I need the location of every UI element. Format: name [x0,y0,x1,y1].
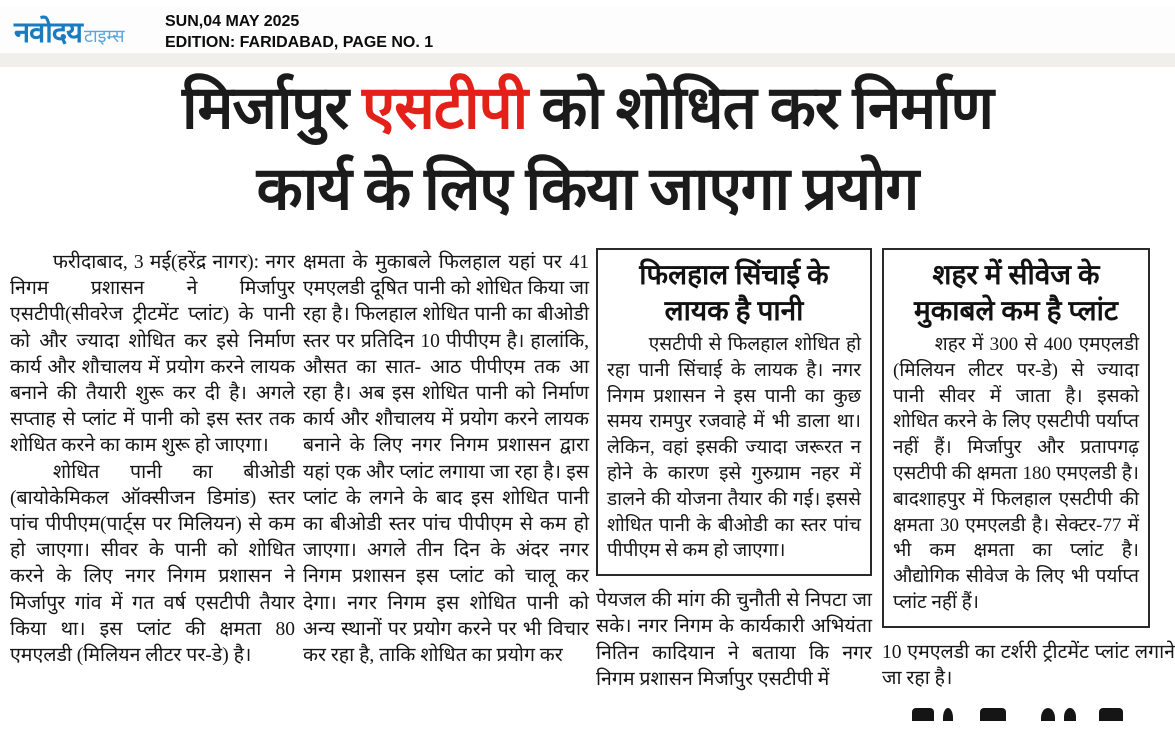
headline-pre: मिर्जापुर [181,75,363,141]
paragraph: शोधित पानी का बीओडी (बायोकेमिकल ऑक्सीजन डिमांड) स्तर पांच पीपीएम(पार्ट्स पर मिलियन) से कम हो जाएगा। सीवर के पानी को शोधित करने के लिए नगर निगम प्रशासन ने मिर्जापुर गांव में गत वर्ष एसटीपी तैयार किया था। इस प्लांट की क्षमता 80 एमएलडी (मिलियन लीटर पर-डे) है। [10,461,295,667]
infobox-title [607,254,861,332]
headline-highlight: एसटीपी [362,75,528,141]
edition-line: EDITION: FARIDABAD, PAGE NO. 1 [165,34,434,51]
logo-sub-text: टाइम्स [83,26,125,46]
infobox-title-line: लायक है पानी [664,296,804,327]
newspaper-logo [14,12,125,51]
date-line: SUN,04 MAY 2025 [165,13,300,30]
paragraph: 10 एमएलडी का टर्शरी ट्रीटमेंट प्लांट लगाने जा रहा है। [882,641,1175,689]
edition-date-block [165,11,433,53]
masthead [0,6,1175,53]
headline-line-1 [0,68,1175,149]
divider-band [0,53,1175,67]
infobox-title [893,254,1139,332]
infobox-sewage-plants [882,248,1150,628]
infobox-title-line: फिलहाल सिंचाई के [639,260,829,291]
headline-post: को शोधित कर निर्माण [527,75,994,141]
paragraph: पेयजल की मांग की चुनौती से निपटा जा सके। नगर निगम के कार्यकारी अभियंता नितिन कादियान ने बताया कि नगर निगम प्रशासन मिर्जापुर एसटीपी में [596,590,872,690]
article-column-2 [303,250,589,669]
logo-main-text: नवोदय [14,17,82,49]
article-column-3 [596,248,872,693]
paragraph: क्षमता के मुकाबले फिलहाल यहां पर 41 एमएलडी दूषित पानी को शोधित किया जा रहा है। फिलहाल शोधित पानी का बीओडी स्तर पर प्रतिदिन 10 पीपीएम है। हालांकि, औसत का सात- आठ पीपीएम तक आ रहा है। अब इस शोधित पानी को निर्माण कार्य और शौचालय में प्रयोग करने लायक बनाने के लिए नगर निगम प्रशासन द्वारा यहां एक और प्लांट लगाया जा रहा है। इस प्लांट के लगने के बाद इस शोधित पानी का बीओडी स्तर पांच पीपीएम से कम हो जाएगा। अगले तीन दिन के अंदर नगर निगम प्रशासन इस प्लांट को चालू कर देगा। नगर निगम इस शोधित पानी को अन्य स्थानों पर प्रयोग करने पर भी विचार कर रहा है, ताकि शोधित का प्रयोग कर [303,252,589,667]
article-column-4 [882,248,1175,721]
infobox-body: एसटीपी से फिलहाल शोधित हो रहा पानी सिंचाई के लायक है। नगर निगम प्रशासन ने इस पानी का कुछ समय रामपुर रजवाहे में भी डाला था। लेकिन, वहां इसकी ज्यादा जरूरत न होने के कारण इसे गुरुग्राम नहर में डालने की योजना तैयार की गई। इससे शोधित पानी के बीओडी का स्तर पांच पीपीएम से कम हो जाएगा। [607,334,861,562]
clipped-subheadline-fragment [912,708,1175,721]
infobox-irrigation [596,248,872,576]
paragraph: फरीदाबाद, 3 मई(हरेंद्र नागर): नगर निगम प्रशासन ने मिर्जापुर एसटीपी(सीवरेज ट्रीटमेंट प्लांट) के पानी को और ज्यादा शोधित कर इसे निर्माण कार्य और शौचालय में प्रयोग करने लायक बनाने की तैयारी शुरू कर दी है। अगले सप्ताह से प्लांट में पानी को इस स्तर तक शोधित करने का काम शुरू हो जाएगा। [10,252,295,457]
article-column-1 [10,250,295,669]
main-headline [0,68,1175,230]
headline-line-2: कार्य के लिए किया जाएगा प्रयोग [256,156,919,222]
infobox-title-line: शहर में सीवेज के [932,260,1100,291]
infobox-title-line: मुकाबले कम है प्लांट [913,296,1119,327]
infobox-body: शहर में 300 से 400 एमएलडी (मिलियन लीटर पर-डे) से ज्यादा पानी सीवर में जाता है। इसको शोधित करने के लिए एसटीपी पर्याप्त नहीं हैं। मिर्जापुर और प्रतापगढ़ एसटीपी की क्षमता 180 एमएलडी है। बादशाहपुर में फिलहाल एसटीपी की क्षमता 30 एमएलडी है। सेक्टर-77 में भी कम क्षमता का प्लांट है। औद्योगिक सीवेज के लिए भी पर्याप्त प्लांट नहीं हैं। [893,334,1139,613]
